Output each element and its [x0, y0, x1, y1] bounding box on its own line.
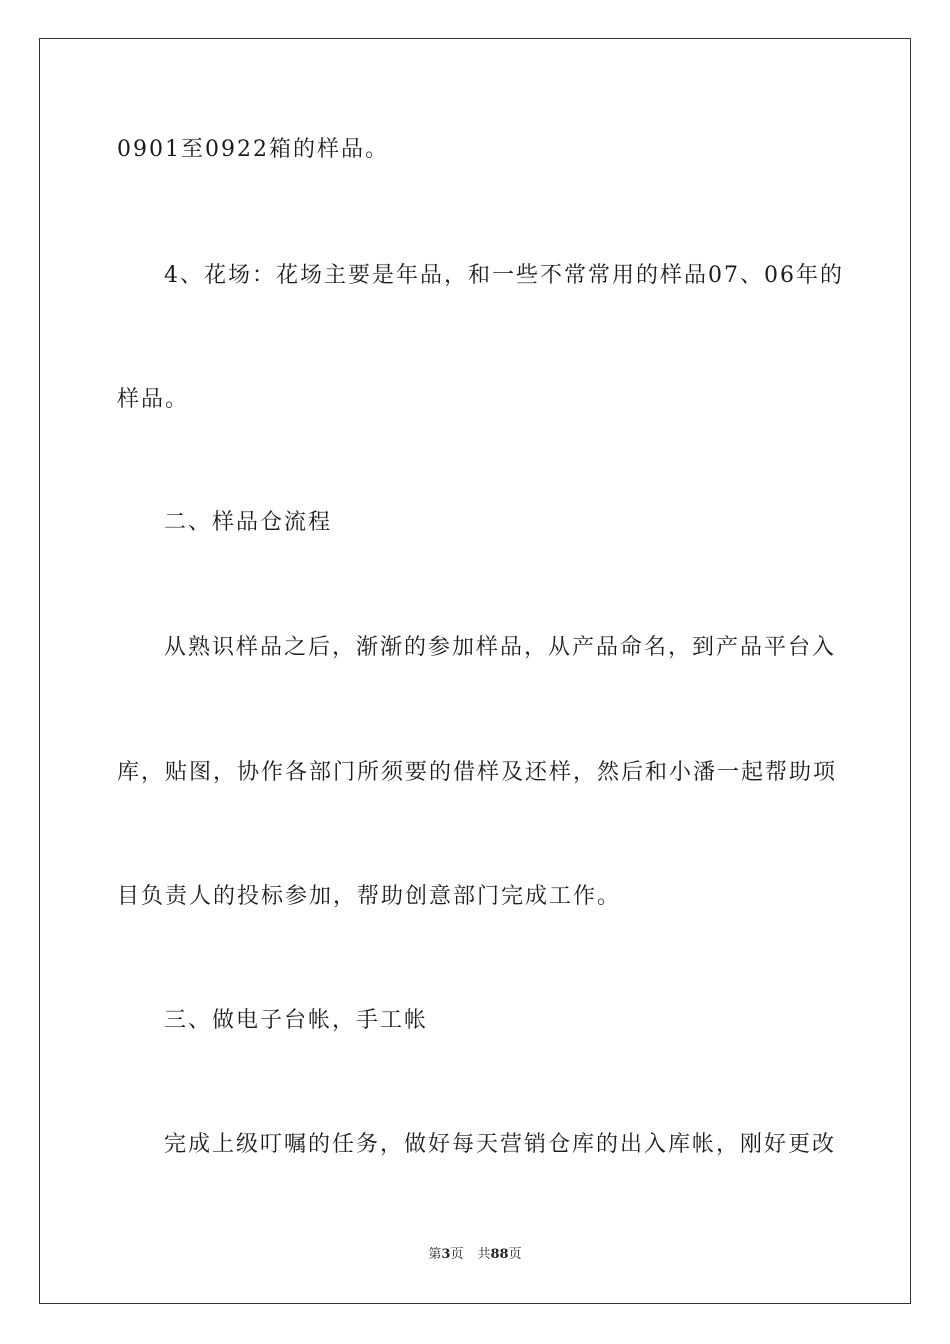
section-heading-2: 二、样品仓流程 — [164, 510, 333, 535]
paragraph-line-7: 目负责人的投标参加，帮助创意部门完成工作。 — [117, 884, 622, 909]
footer-total-pages: 88 — [490, 1247, 509, 1262]
footer-total-prefix: 共 — [477, 1247, 491, 1262]
footer-page-prefix: 第 — [428, 1247, 442, 1262]
page-border — [39, 38, 911, 1304]
page-footer — [0, 1246, 950, 1264]
footer-page-number: 3 — [441, 1247, 451, 1262]
section-heading-3: 三、做电子台帐，手工帐 — [164, 1008, 429, 1033]
paragraph-line-5: 从熟识样品之后，渐渐的参加样品，从产品命名，到产品平台入 — [164, 635, 837, 660]
footer-total-suffix: 页 — [508, 1247, 522, 1262]
paragraph-line-9: 完成上级叮嘱的任务，做好每天营销仓库的出入库帐，刚好更改 — [164, 1132, 837, 1157]
paragraph-line-3: 样品。 — [117, 387, 190, 412]
footer-page-suffix: 页 — [450, 1247, 464, 1262]
paragraph-line-6: 库，贴图，协作各部门所须要的借样及还样，然后和小潘一起帮助项 — [117, 760, 838, 785]
paragraph-line-2: 4、花场：花场主要是年品，和一些不常常用的样品07、06年的 — [164, 263, 844, 288]
paragraph-line-1: 0901至0922箱的样品。 — [117, 137, 389, 162]
